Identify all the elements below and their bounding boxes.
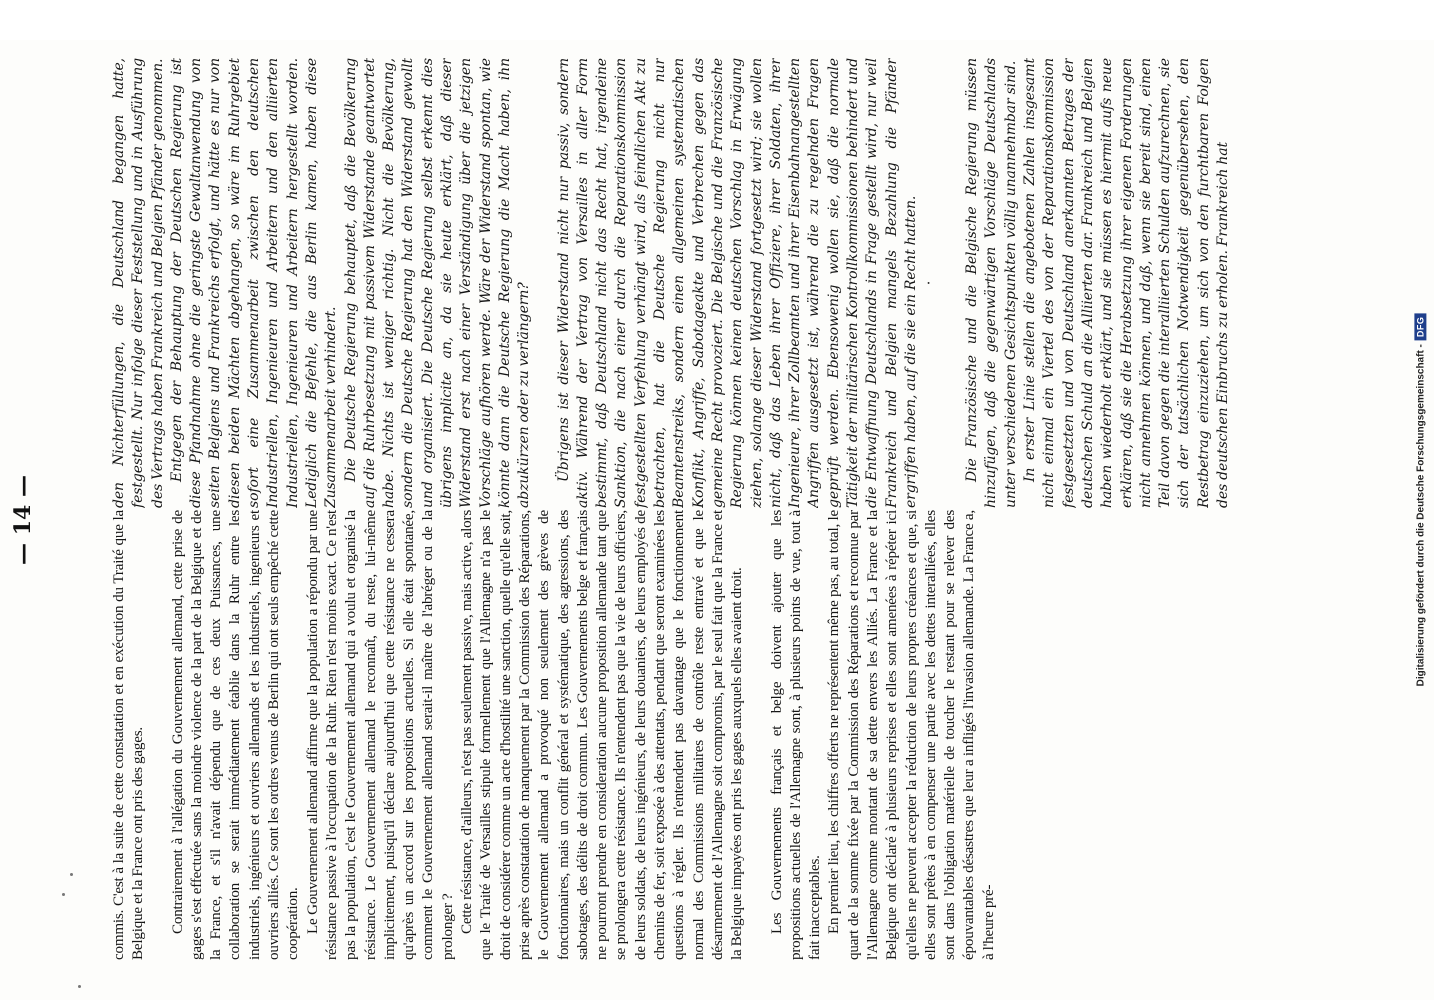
paragraph-fr-1: commis. C'est à la suite de cette constatation et en exécution du Traité que la Belgique et la France ont pris des gages. <box>111 510 147 960</box>
paragraph-fr-6: En premier lieu, les chiffres offerts ne représentent même pas, au total, le quart de la somme fixée par la Commission des Réparations et reconnue par l'Allemagne comme montant de sa dette envers les Alliés. La France et la Belgique ont déclaré à plusieurs reprises et elles sont amenées à répéter ici qu'elles ne peuvent accepter la réduction de leurs propres créances et que, si elles sont prêtes à en compenser une partie avec les dettes interalliées, elles sont dans l'obligation matérielle de toucher le restant pour se relever des épouvantables désastres que leur a infligés l'invasion allemande. La France a, à l'heure pré- <box>826 510 997 960</box>
paragraph-de-3: Die Deutsche Regierung behauptet, daß die Bevölkerung auf die Ruhrbesetzung mit passivem Widerstande geantwortet habe. Nichts ist weniger richtig. Nicht die Bevölkerung, sondern die Deutsche Regierung hat den Widerstand gewollt und organisiert. Die Deutsche Regierung selbst erkennt dies übrigens implicite an, da sie heute erklärt, daß dieser Widerstand erst nach einer Verständigung über die jetzigen Vorschläge aufhören werde. Wäre der Widerstand spontan, wie könnte dann die Deutsche Regierung die Macht haben, ihn abzukürzen oder zu verlängern? <box>342 58 533 508</box>
page-number: — 14 — <box>10 475 36 565</box>
paragraph-de-4: Übrigens ist dieser Widerstand nicht nur passiv, sondern aktiv. Während der Vertrag von Versailles in aller Form bestimmt, daß Deutschland nicht das Recht hat, irgendeine Sanktion, die nach einer durch die Reparationskommission festgestellten Verfehlung verhängt wird, als feindlichen Akt zu betrachten, hat die Deutsche Regierung nicht nur Beamtenstreiks, sondern einen allgemeinen systematischen Konflikt, Angriffe, Sabotageakte und Verbrechen gegen das gemeine Recht provoziert. Die Belgische und die Französische Regierung können keinen deutschen Vorschlag in Erwägung ziehen, solange dieser Widerstand fortgesetzt wird; sie wollen nicht, daß das Leben ihrer Offiziere, ihrer Soldaten, ihrer Ingenieure, ihrer Zollbeamten und ihrer Eisenbahnangestellten Angriffen ausgesetzt ist, während die zu regelnden Fragen geprüft werden. Ebensowenig wollen sie, daß die normale Tätigkeit der militärischen Kontrollkommissionen behindert und die Entwaffnung Deutschlands in Frage gestellt wird, nur weil Frankreich und Belgien mangels Bezahlung die Pfänder ergriffen haben, auf die sie ein Recht hatten. <box>555 58 919 508</box>
paragraph-fr-2: Contrairement à l'allégation du Gouvernement allemand, cette prise de gages s'est effectuée sans la moindre violence de la part de la Belgique et de la France, et s'il n'avait dépendu que de ces deux Puissances, une collaboration se serait immédiatement établie dans la Ruhr entre les industriels, ingénieurs et ouvriers allemands et les industriels, ingenieurs et ouvriers alliés. Ce sont les ordres venus de Berlin qui ont seuls empêché cette coopération. <box>169 510 302 960</box>
paragraph-fr-5: Les Gouvernements français et belge doivent ajouter que les propositions actuelles de l'Allemagne sont, à plusieurs points de vue, tout à fait inacceptables. <box>768 510 824 960</box>
paragraph-fr-3: Le Gouvernement allemand affirme que la population a répondu par une résistance passive à l'occupation de la Ruhr. Rien n'est moins exact. Ce n'est pas la population, c'est le Gouvernement allemand qui a voulu et organisé la résistance. Le Gouvernement allemand le reconnaît, du reste, lui-même implicitement, puisqu'il déclare aujourd'hui que cette résistance ne cessera qu'après un accord sur les propositions actuelles. Si elle était spontanée, comment le Gouvernement allemand serait-il maître de l'abréger ou de la prolonger ? <box>304 510 456 960</box>
paragraph-de-5: Die Französische und die Belgische Regierung müssen hinzufügen, daß die gegenwärtigen Vorschläge Deutschlands unter verschiedenen Gesichtspunkten völlig unannehmbar sind. <box>964 58 1019 508</box>
paragraph-de-6: In erster Linie stellen die angebotenen Zahlen insgesamt nicht einmal ein Viertel des von der Reparationskommission festgesetzten und von Deutschland anerkannten Betrages der deutschen Schuld an die Alliierten dar. Frankreich und Belgien haben wiederholt erklärt, und sie müssen es hiermit aufs neue erklären, daß sie die Herabsetzung ihrer eigenen Forderungen nicht annehmen können, und daß, wenn sie bereit sind, einen Teil davon gegen die interalliierten Schulden aufzurechnen, sie sich der tatsächlichen Notwendigkeit gegenübersehen, den Restbetrag einzuziehen, um sich von den furchtbaren Folgen des deutschen Einbruchs zu erholen. Frankreich hat <box>1022 58 1232 508</box>
credit-text: Digitalisierung gefördert durch die Deutsche Forschungsgemeinschaft - <box>1414 344 1426 687</box>
scan-speck <box>62 893 65 896</box>
document-page <box>0 40 1434 1000</box>
digitization-credit <box>1408 0 1432 1000</box>
scan-speck <box>70 873 73 876</box>
paragraph-de-1: den Nichterfüllungen, die Deutschland begangen hatte, festgestellt. Nur infolge dieser Feststellung und in Ausführung des Vertrags haben Frankreich und Belgien Pfänder genommen. <box>111 58 166 508</box>
scan-speck <box>78 985 81 988</box>
paragraph-fr-4: Cette résistance, d'ailleurs, n'est pas seulement passive, mais active, alors que le Traité de Versailles stipule formellement que l'Allemagne n'a pas le droit de considérer comme un acte d'hostilité une sanction, quelle qu'elle soit, prise après constatation de manquement par la Commission des Réparations, le Gouvernement allemand a provoqué non seulement des grèves de fonctionnaires, mais un conflit général et systématique, des agressions, des sabotages, des délits de droit commun. Les Gouvernements belge et français ne pourront prendre en consideration aucune proposition allemande tant que se prolongera cette résistance. Ils n'entendent pas que la vie de leurs officiers, de leurs soldats, de leurs ingénieurs, de leurs douaniers, de leurs employés de chemins de fer, soit exposée à des attentats, pendant que seront examinées les questions à régler. Ils n'entendent pas davantage que le fonctionnement normal des Commissions militaires de contrôle reste entravé et que le désarmement de l'Allemagne soit compromis, par le seul fait que la France et la Belgique impayées ont pris les gages auxquels elles avaient droit. <box>459 510 746 960</box>
dfg-logo: DFG <box>1414 314 1426 341</box>
separator-dot: · <box>921 280 939 286</box>
german-column <box>110 58 1340 508</box>
paragraph-de-2: Entgegen der Behauptung der Deutschen Regierung ist diese Pfandnahme ohne die geringste Gewaltanwendung von seiten Belgiens und Frankreichs erfolgt, und hätte es nur von diesen beiden Mächten abgehangen, so wäre im Ruhrgebiet sofort eine Zusammenarbeit zwischen den deutschen Industriellen, Ingenieuren und Arbeitern und den alliierten Industriellen, Ingenieuren und Arbeitern hergestellt worden. Lediglich die Befehle, die aus Berlin kamen, haben diese Zusammenarbeit verhindert. <box>168 58 340 508</box>
french-column <box>110 510 1340 960</box>
